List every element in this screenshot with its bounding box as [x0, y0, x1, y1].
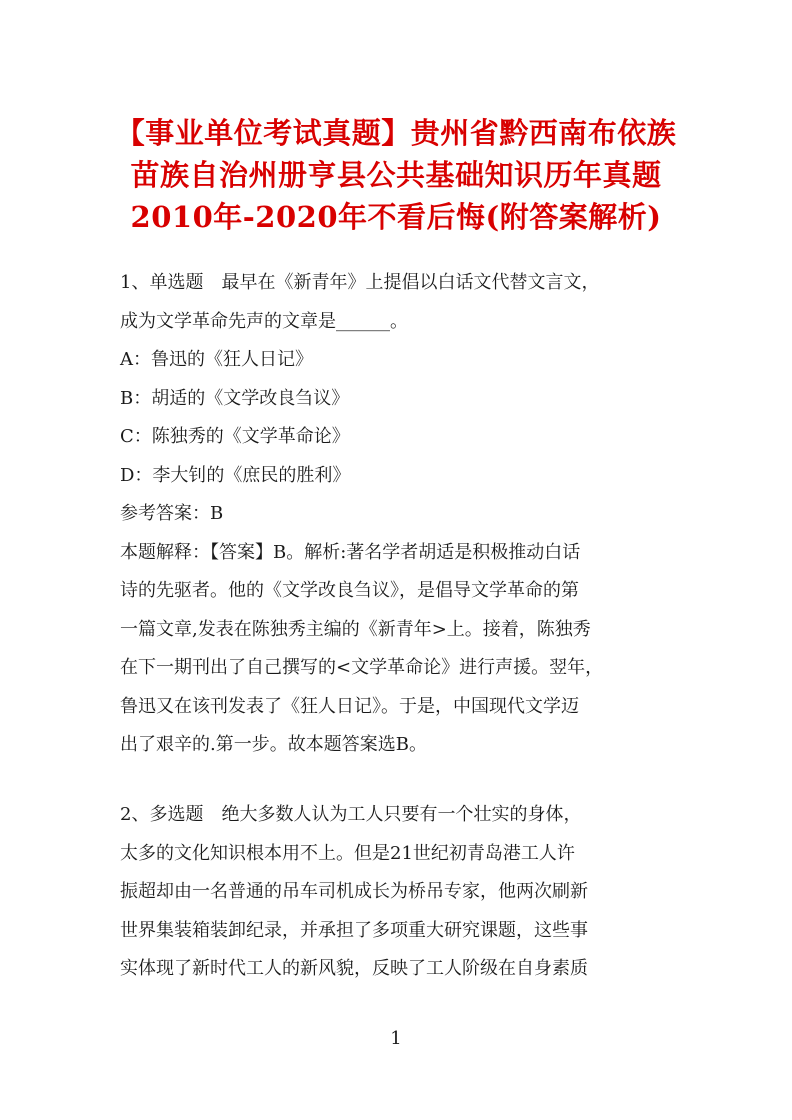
question-1: [120, 264, 676, 765]
question-2-line: 太多的文化知识根本用不上。但是21世纪初青岛港工人许: [120, 842, 575, 864]
title-line-1: 【事业单位考试真题】贵州省黔西南布依族: [115, 116, 677, 150]
question-2-line: 实体现了新时代工人的新风貌，反映了工人阶级在自身素质: [120, 958, 588, 979]
question-1-explanation-line: 本题解释：【答案】B。解析:著名学者胡适是积极推动白话: [120, 541, 581, 563]
question-1-explanation-line: 诗的先驱者。他的《文学改良刍议》，是倡导文学革命的第: [120, 580, 579, 601]
question-2-line: 振超却由一名普通的吊车司机成长为桥吊专家，他两次刷新: [120, 881, 588, 902]
page-number: 1: [390, 1028, 402, 1049]
question-1-stem-line-2: 成为文学革命先声的文章是______。: [120, 310, 408, 332]
question-1-answer: 参考答案：B: [120, 503, 224, 524]
question-2-line: 世界集装箱装卸纪录，并承担了多项重大研究课题，这些事: [120, 919, 588, 941]
question-1-option-a: A：鲁迅的《狂人日记》: [120, 349, 313, 370]
question-1-option-c: C：陈独秀的《文学革命论》: [120, 426, 350, 447]
question-1-explanation-line: 在下一期刊出了自己撰写的<文学革命论》进行声援。翌年，: [120, 657, 604, 678]
question-1-stem-line-1: 1、单选题 最早在《新青年》上提倡以白话文代替文言文，: [120, 272, 600, 293]
question-1-explanation-line: 出了艰辛的.第一步。故本题答案选B。: [120, 734, 427, 755]
question-2-line: 2、多选题 绝大多数人认为工人只要有一个壮实的身体，: [120, 804, 582, 825]
title-line-2: 苗族自治州册亨县公共基础知识历年真题: [130, 158, 662, 192]
title-line-3: 2010年-2020年不看后悔(附答案解析): [130, 200, 662, 234]
question-1-explanation-line: 一篇文章,发表在陈独秀主编的《新青年>上。接着，陈独秀: [120, 618, 591, 640]
question-2: [120, 796, 676, 989]
document-title: [96, 112, 696, 238]
question-1-explanation-line: 鲁迅又在该刊发表了《狂人日记》。于是，中国现代文学迈: [120, 695, 579, 717]
question-1-option-d: D：李大钊的《庶民的胜利》: [120, 464, 351, 486]
question-1-option-b: B：胡适的《文学改良刍议》: [120, 387, 350, 409]
